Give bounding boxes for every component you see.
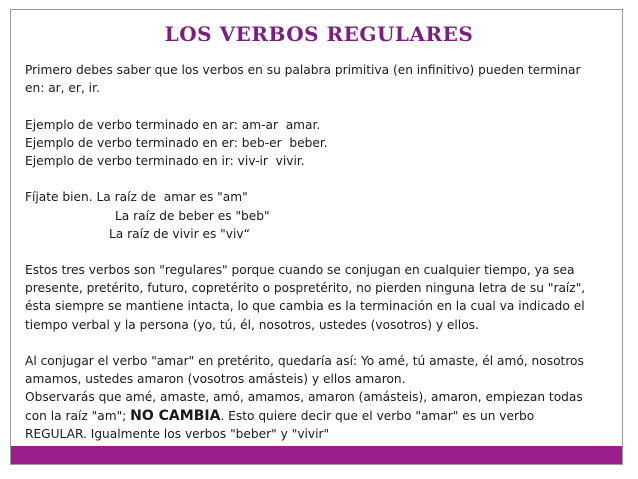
emphasis-text: NO CAMBIA: [130, 407, 221, 424]
paragraph-line: presente, pretérito, futuro, copretérito o pospretérito, no pierden ninguna letra de su "raíz",: [25, 281, 586, 296]
page-title: LOS VERBOS REGULARES: [164, 22, 474, 46]
body-text: [25, 61, 615, 443]
example-line: Ejemplo de verbo terminado en ir: viv-ir vivir.: [25, 153, 305, 168]
paragraph-line: Primero debes saber que los verbos en su palabra primitiva (en infinitivo) pueden terminar: [25, 63, 581, 77]
line-end: . Esto quiere decir que el verbo "amar" es un verbo: [220, 408, 535, 423]
footer-bar: [11, 446, 622, 464]
line-start: con la raíz "am";: [25, 408, 131, 423]
paragraph-line: REGULAR. Igualmente los verbos "beber" y "vivir": [25, 426, 330, 441]
paragraph-line: tiempo verbal y la persona (yo, tú, él, nosotros, ustedes (vosotros) y ellos.: [25, 317, 479, 332]
example-line: Ejemplo de verbo terminado en ar: am-ar amar.: [25, 117, 321, 132]
paragraph-line: ésta siempre se mantiene intacta, lo que cambia es la terminación en la cual va indicado el: [25, 299, 585, 314]
paragraph-line: Estos tres verbos son "regulares" porque cuando se conjugan en cualquier tiempo, ya sea: [25, 263, 575, 278]
paragraph-line: en: ar, er, ir.: [25, 81, 100, 96]
paragraph-line: Observarás que amé, amaste, amó, amamos, amaron (amásteis), amaron, empiezan todas: [25, 390, 583, 405]
example-line: Ejemplo de verbo terminado en er: beb-er beber.: [25, 135, 328, 150]
root-line: Fíjate bien. La raíz de amar es "am": [25, 190, 248, 205]
paragraph-line: [25, 407, 615, 425]
paragraph-line: Al conjugar el verbo "amar" en pretérito, quedaría así: Yo amé, tú amaste, él amó, nosotros: [25, 354, 584, 368]
root-line: La raíz de beber es "beb": [115, 208, 270, 223]
paragraph-line: amamos, ustedes amaron (vosotros amásteis) y ellos amaron.: [25, 372, 406, 387]
root-line: La raíz de vivir es "viv“: [109, 226, 250, 241]
